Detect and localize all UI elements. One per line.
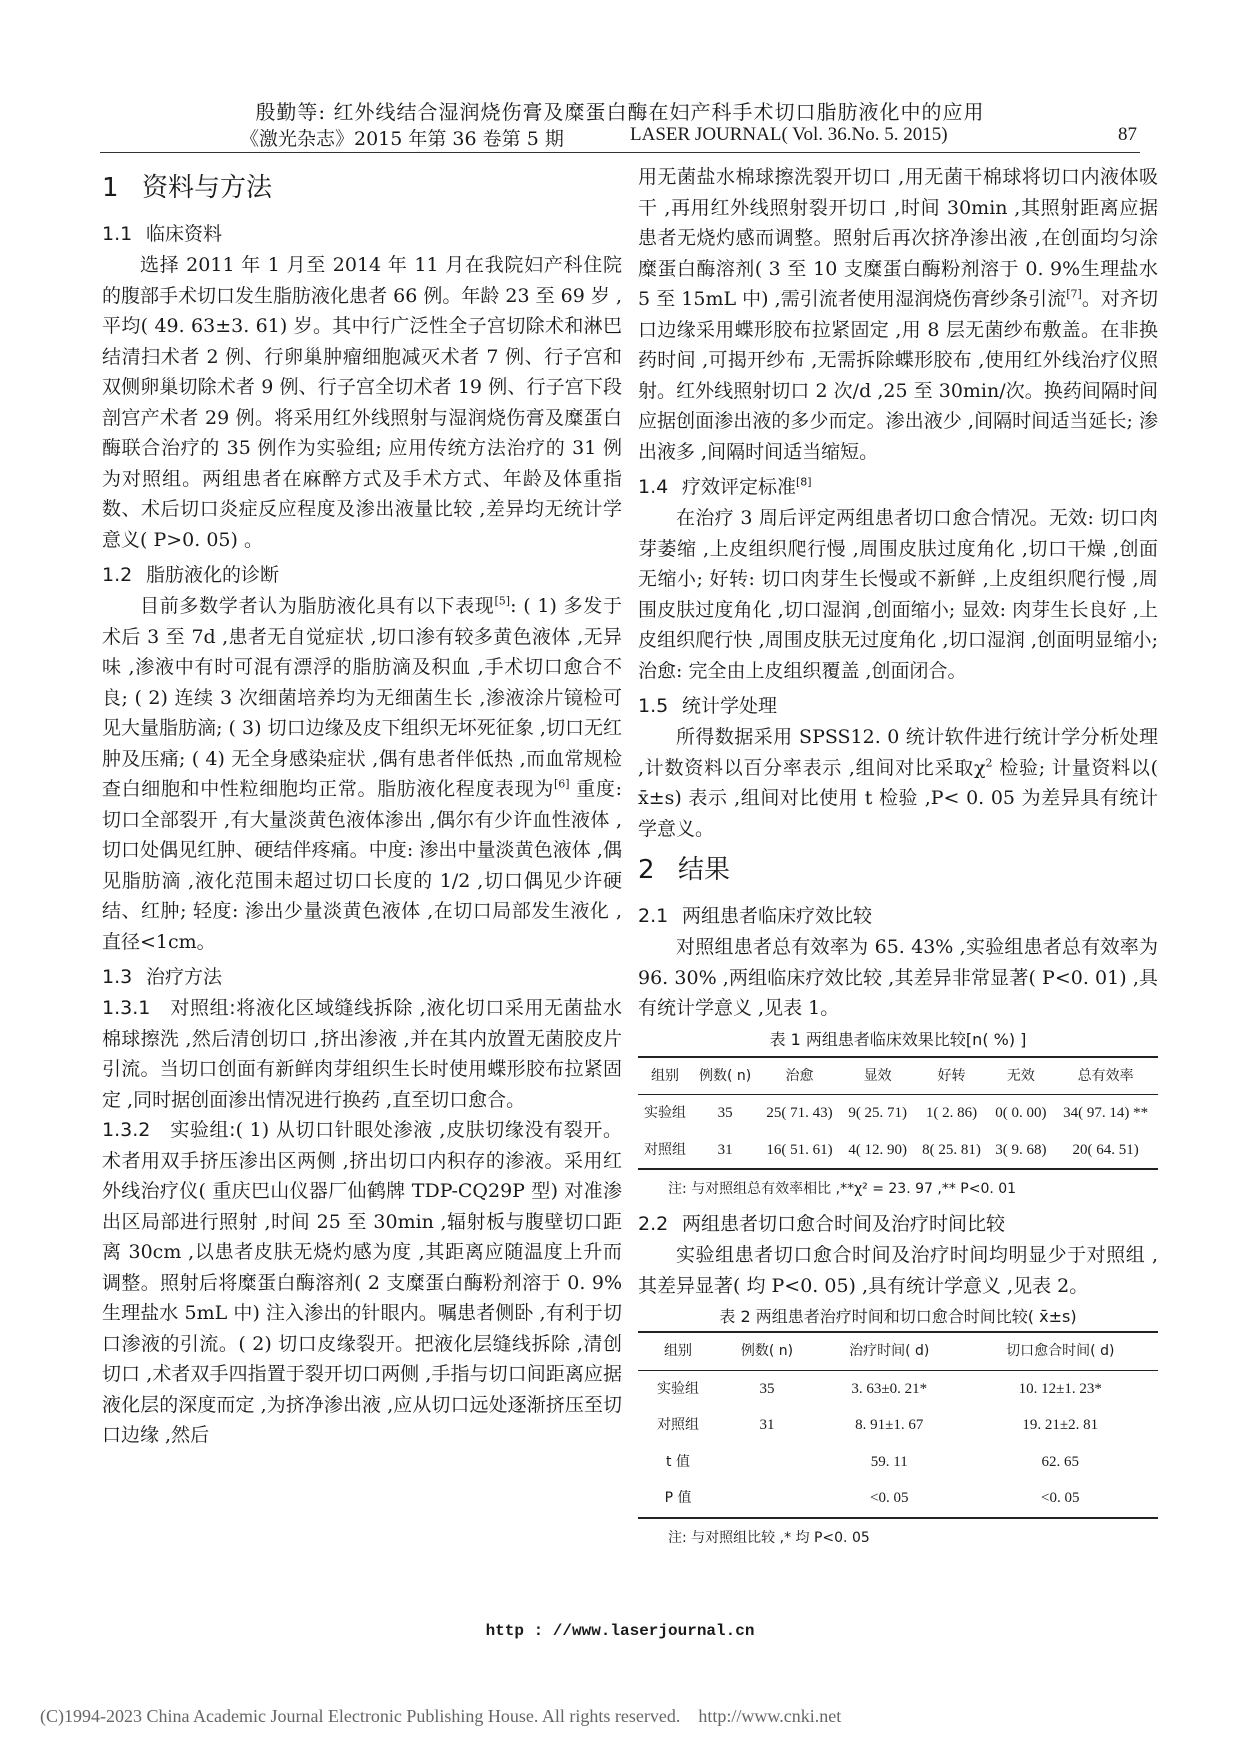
table1-note: 注: 与对照组总有效率相比 ,**χ² = 23. 97 ,** P<0. 01 — [668, 1181, 1017, 1197]
subsubsection-lead: 对照组: — [170, 997, 236, 1019]
copyright-text: (C)1994-2023 China Academic Journal Electronic Publishing House. All rights reserved. — [40, 1706, 681, 1726]
journal-line — [150, 124, 1140, 150]
table-header: 无效 — [1006, 1067, 1035, 1084]
table-cell: 31 — [759, 1417, 775, 1433]
table-cell: 1( 2. 86) — [925, 1105, 978, 1121]
subsection-number: 1.3 — [102, 966, 133, 988]
table-cell: <0. 05 — [1041, 1490, 1080, 1506]
table-cell: 实验组 — [644, 1105, 687, 1121]
text: 。对齐切口边缘采用蝶形胶布拉紧固定 ,用 8 层无菌纱布敷盖。在非换药时间 ,可揭开纱布 ,无需拆除蝶形胶布 ,使用红外线治疗仪照射。红外线照射切口 2 次/d ,25 至 30min/次。换药间隔时间应据创面渗出液的多少而定。渗出液少 ,间隔时间适当延长; 渗出液多 ,间隔时间适当缩短。 — [638, 288, 1158, 463]
text: 将液化区域缝线拆除 ,液化切口采用无菌盐水棉球擦洗 ,然后清创切口 ,挤出渗液 ,并在其内放置无菌胶皮片引流。当切口创面有新鲜肉芽组织生长时使用蝶形胶布拉紧固定 ,同时据创面渗出情况进行换药 ,直至切口愈合。 — [102, 997, 622, 1111]
paragraph-diagnosis — [102, 591, 622, 957]
citation: [6] — [553, 777, 570, 791]
subsection-title: 两组患者切口愈合时间及治疗时间比较 — [682, 1213, 1006, 1235]
section-number: 1 — [102, 173, 119, 203]
subsection-title: 两组患者临床疗效比较 — [682, 905, 873, 927]
table-cell: 59. 11 — [870, 1453, 908, 1470]
table-cell — [718, 1444, 816, 1481]
table-row — [638, 1370, 1158, 1407]
subsection-heading-2-2 — [638, 1208, 1158, 1240]
text: ( 1) 从切口针眼处渗液 ,皮肤切缘没有裂开。术者用双手挤压渗出区两侧 ,挤出切口内积存的渗液。采用红外线治疗仪( 重庆巴山仪器厂仙鹤牌 TDP-CQ29P 型) 对准渗出区局部进行照射 ,时间 25 至 30min ,辐射板与腹壁切口距离 30cm ,以患者皮肤无烧灼感为度 ,其距离应随温度上升而调整。照射后将糜蛋白酶溶剂( 2 支糜蛋白酶粉剂溶于 0. 9%生理盐水 5mL 中) 注入渗出的针眼内。嘱患者侧卧 ,有利于切口渗液的引流。( 2) 切口皮缘裂开。把液化层缝线拆除 ,清创切口 ,术者双手四指置于裂开切口两侧 ,手指与切口间距离应据液化层的深度而定 ,为挤净渗出液 ,应从切口远处逐渐挤压至切口边缘 ,然后 — [102, 1119, 622, 1446]
section-heading-2 — [638, 850, 1158, 890]
table-cell: 19. 21±2. 81 — [1022, 1417, 1099, 1433]
subsection-heading-1-4 — [638, 471, 1158, 503]
table-header: 好转 — [937, 1067, 966, 1084]
table-cell — [718, 1480, 816, 1518]
citation: [7] — [1066, 287, 1082, 301]
table-cell: 34( 97. 14) ** — [1063, 1105, 1149, 1121]
subsection-heading-1-2 — [102, 559, 622, 591]
table2-caption: 表 2 两组患者治疗时间和切口愈合时间比较( x̄±s) — [719, 1307, 1077, 1326]
left-column — [102, 162, 622, 1451]
table-cell: 9( 25. 71) — [848, 1105, 908, 1121]
table-cell: 35 — [759, 1380, 775, 1397]
paragraph-experimental-group — [102, 1115, 622, 1451]
subsubsection-number: 1.3.2 — [102, 1119, 151, 1141]
paragraph-control-group — [102, 993, 622, 1115]
table-cell: 10. 12±1. 23* — [1018, 1380, 1102, 1397]
table1 — [638, 1056, 1158, 1171]
subsection-number: 1.4 — [638, 476, 669, 498]
text: 用无菌盐水棉球擦洗裂开切口 ,用无菌干棉球将切口内液体吸干 ,再用红外线照射裂开切口 ,时间 30min ,其照射距离应据患者无烧灼感而调整。照射后再次挤净渗出液 ,在创面均匀涂糜蛋白酶溶剂( 3 至 10 支糜蛋白酶粉剂溶于 0. 9%生理盐水 5 至 15mL 中) ,需引流者使用湿润烧伤膏纱条引流 — [638, 166, 1158, 310]
section-number: 2 — [638, 855, 655, 885]
text: 重度: 切口全部裂开 ,有大量淡黄色液体渗出 ,偶尔有少许血性液体 ,切口处偶见红肿、硬结伴疼痛。中度: 渗出中量淡黄色液体 ,偶见脂肪滴 ,液化范围未超过切口长度的 1/2 ,切口偶见少许硬结、红肿; 轻度: 渗出少量淡黄色液体 ,在切口局部发生液化 ,直径<1cm。 — [102, 778, 622, 953]
table-cell: 3. 63±0. 21* — [851, 1380, 928, 1397]
table-cell: 35 — [717, 1105, 733, 1121]
section-heading-1 — [102, 168, 622, 208]
table-cell: 对照组 — [644, 1141, 687, 1158]
subsection-number: 2.2 — [638, 1213, 669, 1235]
table-cell: 8( 25. 81) — [922, 1141, 981, 1158]
table-header-row — [638, 1057, 1158, 1095]
journal-cn: 《激光杂志》2015 年第 36 卷第 5 期 — [240, 128, 564, 150]
table-cell: 实验组 — [657, 1380, 700, 1397]
table-row — [638, 1132, 1158, 1170]
header-rule — [100, 152, 1140, 153]
text: 所得数据采用 SPSS12. 0 统计软件进行统计学分析处理 ,计数资料以百分率表示 ,组间对比采取χ — [638, 726, 1158, 779]
right-column — [638, 162, 1158, 1557]
subsection-title: 疗效评定标准 — [682, 476, 797, 498]
subsection-number: 1.2 — [102, 564, 133, 586]
citation: [8] — [796, 475, 812, 489]
table1-caption: 表 1 两组患者临床效果比较[n( %) ] — [769, 1029, 1027, 1049]
table-row — [638, 1407, 1158, 1444]
journal-en: LASER JOURNAL( Vol. 36.No. 5. 2015) — [630, 124, 948, 145]
table-cell: 25( 71. 43) — [766, 1105, 833, 1121]
subsection-title: 临床资料 — [146, 223, 223, 245]
page-number: 87 — [1118, 124, 1137, 145]
subsection-number: 1.1 — [102, 223, 133, 245]
table-cell: t 值 — [666, 1453, 690, 1470]
table-header: 显效 — [863, 1067, 892, 1084]
cnki-url: http://www.cnki.net — [698, 1706, 842, 1726]
paragraph-continued — [638, 162, 1158, 467]
section-title: 资料与方法 — [142, 173, 273, 203]
text: : ( 1) 多发于术后 3 至 7d ,患者无自觉症状 ,切口渗有较多黄色液体 ,无异味 ,渗液中有时可混有漂浮的脂肪滴及积血 ,手术切口愈合不良; ( 2) 连续 3 次细菌培养均为无细菌生长 ,渗液涂片镜检可见大量脂肪滴; ( 3) 切口边缘及皮下组织无坏死征象 ,切口无红肿及压痛; ( 4) 无全身感染症状 ,偶有患者伴低热 ,而血常规检查白细胞和中性粒细胞均正常。脂肪液化程度表现为 — [102, 595, 622, 800]
table-header: 治愈 — [785, 1067, 814, 1084]
section-title: 结果 — [678, 855, 731, 885]
table-cell: 31 — [717, 1141, 733, 1158]
paragraph-statistics — [638, 722, 1158, 844]
table2-note: 注: 与对照组比较 ,* 均 P<0. 05 — [668, 1529, 870, 1546]
text: 检验; 计量资料以( x̄±s) 表示 ,组间对比使用 t 检验 ,P< 0. 05 为差异具有统计学意义。 — [638, 756, 1158, 840]
subsection-title: 治疗方法 — [146, 966, 223, 988]
table-header: 治疗时间( d) — [849, 1343, 930, 1359]
subsection-title: 脂肪液化的诊断 — [146, 564, 280, 586]
subsection-number: 1.5 — [638, 695, 669, 717]
subsection-heading-1-5 — [638, 690, 1158, 722]
table-cell: 对照组 — [657, 1417, 700, 1433]
table-row — [638, 1444, 1158, 1481]
table-cell: 4( 12. 90) — [848, 1141, 908, 1158]
table-cell: 8. 91±1. 67 — [855, 1417, 924, 1433]
copyright-line — [40, 1706, 841, 1727]
subsubsection-number: 1.3.1 — [102, 997, 151, 1019]
table-cell: P 值 — [664, 1490, 692, 1506]
citation: [5] — [494, 594, 511, 608]
table-cell: 62. 65 — [1041, 1453, 1080, 1470]
subsection-heading-2-1 — [638, 900, 1158, 932]
table-cell: 16( 51. 61) — [766, 1141, 833, 1158]
text: 目前多数学者认为脂肪液化具有以下表现 — [140, 595, 495, 617]
table-cell: <0. 05 — [870, 1490, 909, 1506]
table-header: 例数( n) — [740, 1343, 794, 1359]
journal-url: http : //www.laserjournal.cn — [485, 1622, 755, 1640]
table-header: 例数( n) — [699, 1067, 752, 1084]
table-header: 组别 — [664, 1343, 693, 1359]
table-cell: 20( 64. 51) — [1072, 1141, 1139, 1158]
table2 — [638, 1331, 1158, 1519]
running-title: 殷勤等: 红外线结合湿润烧伤膏及糜蛋白酶在妇产科手术切口脂肪液化中的应用 — [255, 100, 985, 124]
superscript: 2 — [985, 756, 993, 770]
table-header: 组别 — [651, 1067, 680, 1084]
paragraph-clinical-data: 选择 2011 年 1 月至 2014 年 11 月在我院妇产科住院的腹部手术切口发生脂肪液化患者 66 例。年龄 23 至 69 岁 ,平均( 49. 63±3. 61) 岁。其中行广泛性全子宫切除术和淋巴结清扫术者 2 例、行卵巢肿瘤细胞减灭术者 7 例、行子宫和双侧卵巢切除术者 9 例、行子宫全切术者 19 例、行子宫下段剖宫产术者 29 例。将采用红外线照射与湿润烧伤膏及糜蛋白酶联合治疗的 35 例作为实验组; 应用传统方法治疗的 31 例为对照组。两组患者在麻醉方式及手术方式、年龄及体重指数、术后切口炎症反应程度及渗出液量比较 ,差异均无统计学意义( P>0. 05) 。 — [102, 254, 622, 551]
paragraph-healing-time: 实验组患者切口愈合时间及治疗时间均明显少于对照组 ,其差异显著( 均 P<0. 05) ,具有统计学意义 ,见表 2。 — [638, 1244, 1158, 1297]
table-cell: 0( 0. 00) — [995, 1105, 1047, 1121]
table-header-row — [638, 1332, 1158, 1370]
subsubsection-lead: 实验组: — [170, 1119, 236, 1141]
subsection-number: 2.1 — [638, 905, 669, 927]
subsection-heading-1-1 — [102, 218, 622, 250]
table-row — [638, 1480, 1158, 1518]
table-header: 切口愈合时间( d) — [1006, 1343, 1115, 1359]
table-header: 总有效率 — [1077, 1067, 1134, 1084]
subsection-title: 统计学处理 — [682, 695, 778, 717]
table-row — [638, 1095, 1158, 1132]
paragraph-efficacy: 对照组患者总有效率为 65. 43% ,实验组患者总有效率为 96. 30% ,两组临床疗效比较 ,其差异非常显著( P<0. 01) ,具有统计学意义 ,见表 1。 — [638, 936, 1158, 1019]
subsection-heading-1-3 — [102, 961, 622, 993]
table-cell: 3( 9. 68) — [995, 1141, 1047, 1158]
paragraph-criteria: 在治疗 3 周后评定两组患者切口愈合情况。无效: 切口肉芽萎缩 ,上皮组织爬行慢 ,周围皮肤过度角化 ,切口干燥 ,创面无缩小; 好转: 切口肉芽生长慢或不新鲜 ,上皮组织爬行慢 ,周围皮肤过度角化 ,切口湿润 ,创面缩小; 显效: 肉芽生长良好 ,上皮组织爬行快 ,周围皮肤无过度角化 ,切口湿润 ,创面明显缩小; 治愈: 完全由上皮组织覆盖 ,创面闭合。 — [638, 507, 1158, 682]
